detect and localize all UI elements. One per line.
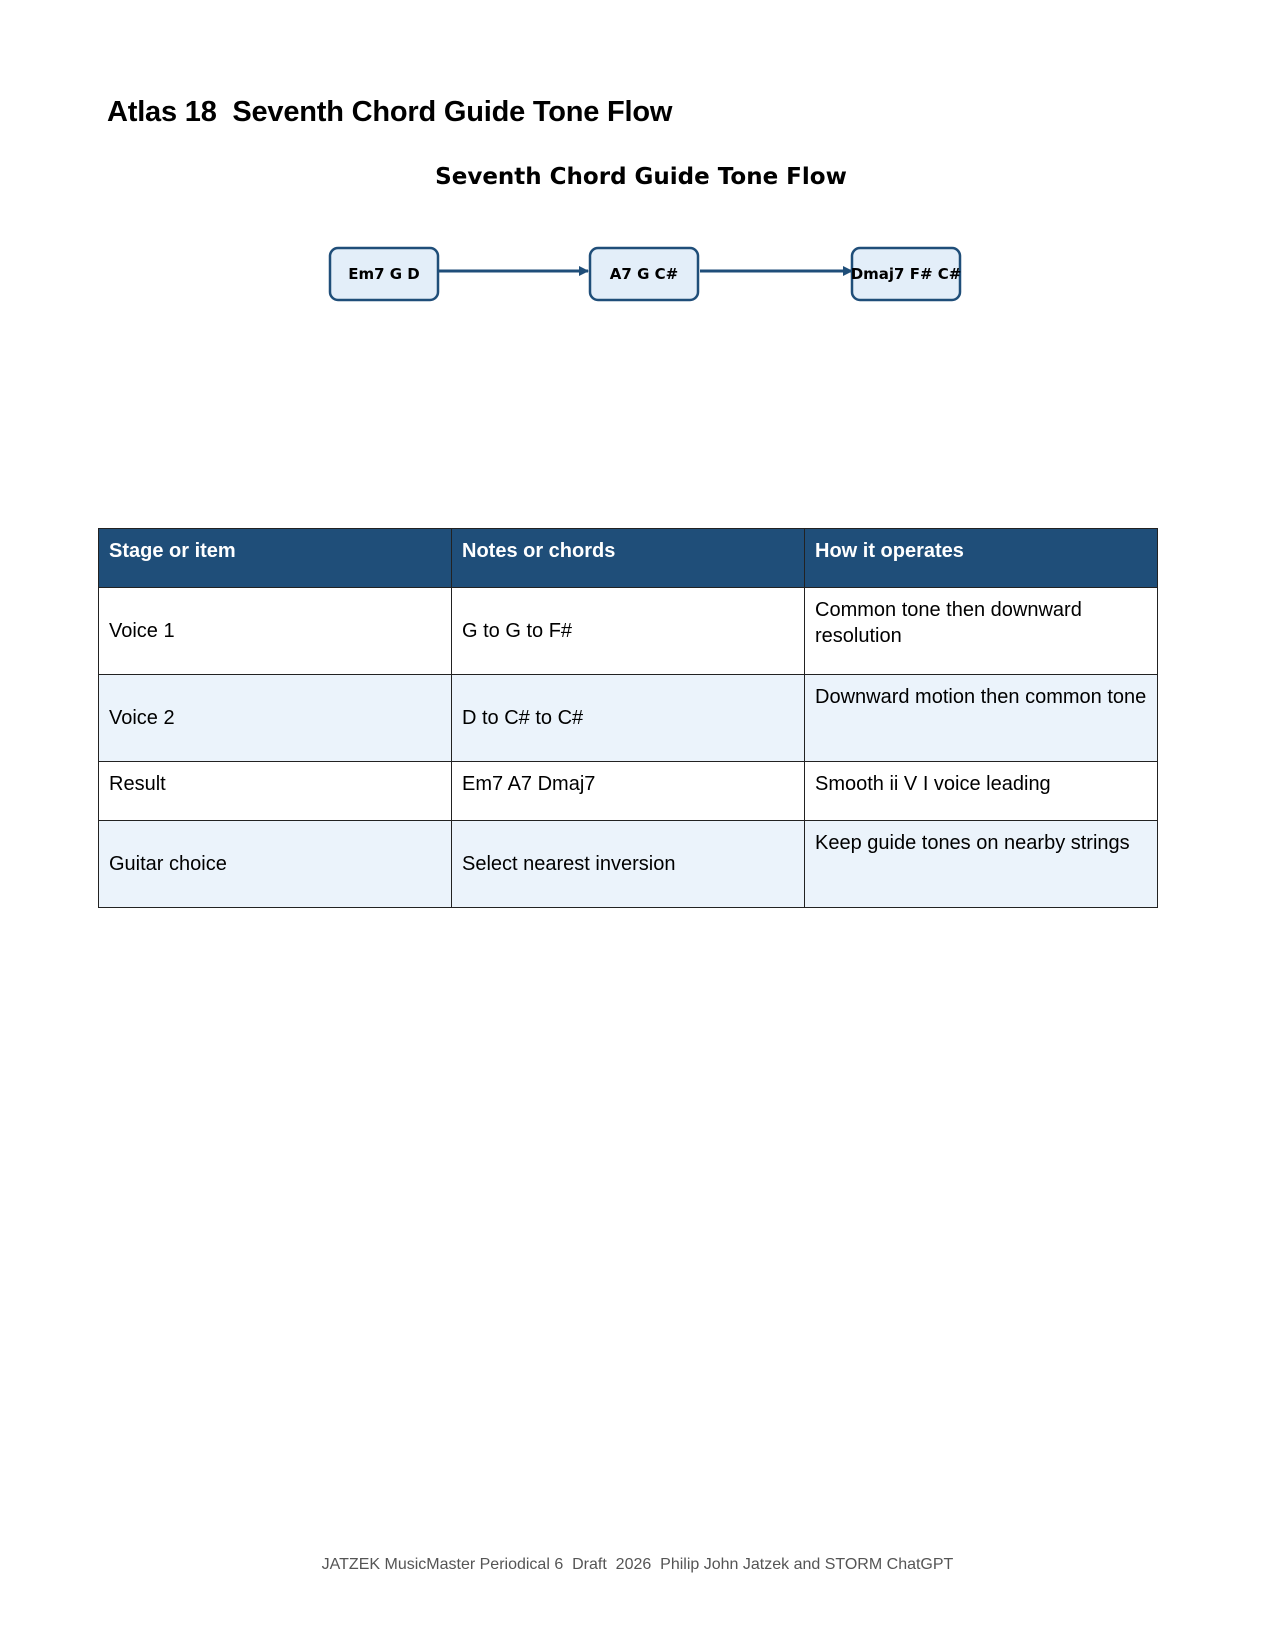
table-cell: Voice 2 [99, 675, 452, 762]
column-header-stage: Stage or item [99, 529, 452, 588]
table-row [99, 762, 1158, 821]
chord-node-em7 [330, 248, 438, 300]
chord-node-dmaj7 [851, 248, 962, 300]
table-row [99, 821, 1158, 908]
diagram-title: Seventh Chord Guide Tone Flow [435, 164, 847, 190]
table-cell: Select nearest inversion [452, 821, 805, 908]
table-cell: Common tone then downward resolution [805, 588, 1158, 675]
column-header-notes: Notes or chords [452, 529, 805, 588]
table-cell: G to G to F# [452, 588, 805, 675]
chord-node-a7 [590, 248, 698, 300]
chord-node-label: Em7 G D [348, 265, 420, 283]
table-cell: Result [99, 762, 452, 821]
chord-node-label: Dmaj7 F# C# [850, 265, 962, 283]
page-footer: JATZEK MusicMaster Periodical 6 Draft 2026 Philip John Jatzek and STORM ChatGPT [321, 1556, 954, 1573]
table-header-row [99, 529, 1158, 588]
chord-node-label: A7 G C# [609, 265, 679, 283]
table-row [99, 588, 1158, 675]
table-cell: Voice 1 [99, 588, 452, 675]
table-cell: Smooth ii V I voice leading [805, 762, 1158, 821]
table-row [99, 675, 1158, 762]
column-header-operation: How it operates [805, 529, 1158, 588]
guide-tone-flow-diagram [0, 150, 1275, 320]
table-cell: Em7 A7 Dmaj7 [452, 762, 805, 821]
table-cell: Downward motion then common tone [805, 675, 1158, 762]
page-title: Atlas 18 Seventh Chord Guide Tone Flow [107, 96, 673, 128]
table-cell: Guitar choice [99, 821, 452, 908]
table-cell: Keep guide tones on nearby strings [805, 821, 1158, 908]
table-cell: D to C# to C# [452, 675, 805, 762]
guide-tone-table [98, 528, 1158, 908]
